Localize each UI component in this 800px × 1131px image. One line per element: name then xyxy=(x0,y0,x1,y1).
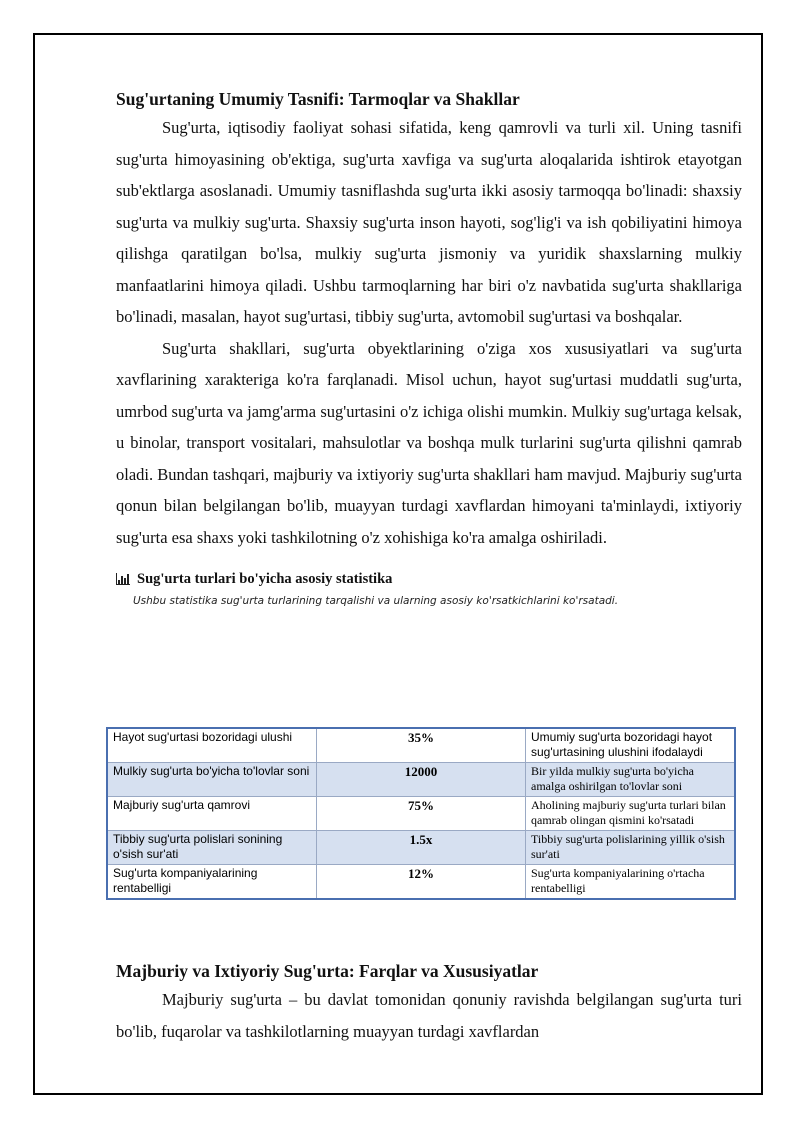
stat-description: Umumiy sug'urta bozoridagi hayot sug'urtasining ulushini ifodalaydi xyxy=(526,728,736,763)
stat-value: 12000 xyxy=(317,763,526,797)
table-row xyxy=(107,831,735,865)
stats-subtitle: Ushbu statistika sug'urta turlarining tarqalishi va ularning asosiy ko'rsatkichlarini ko'rsatadi. xyxy=(133,595,619,607)
section-2-heading: Majburiy va Ixtiyoriy Sug'urta: Farqlar va Xususiyatlar xyxy=(116,961,539,981)
stat-value: 75% xyxy=(317,797,526,831)
table-row xyxy=(107,763,735,797)
stat-description: Aholining majburiy sug'urta turlari bilan qamrab olingan qismini ko'rsatadi xyxy=(526,797,736,831)
stats-title-text: Sug'urta turlari bo'yicha asosiy statistika xyxy=(137,571,393,587)
stat-description: Tibbiy sug'urta polislarining yillik o'sish sur'ati xyxy=(526,831,736,865)
section-1-paragraph-2: Sug'urta shakllari, sug'urta obyektlarining o'ziga xos xususiyatlari va sug'urta xavflarining xarakteriga ko'ra farqlanadi. Misol uchun, hayot sug'urtasi muddatli sug'urta, umrbod sug'urta va jamg'arma sug'urtasini o'z ichiga olishi mumkin. Mulkiy sug'urtaga kelsak, u binolar, transport vositalari, mahsulotlar va boshqa mulk turlarini sug'urta qilishni qamrab oladi. Bundan tashqari, majburiy va ixtiyoriy sug'urta shakllari ham mavjud. Majburiy sug'urta qonun bilan belgilangan bo'lib, muayyan turdagi xavflardan himoyani ta'minlaydi, ixtiyoriy sug'urta esa shaxs yoki tashkilotning o'z xohishiga ko'ra amalga oshiriladi. xyxy=(116,338,742,547)
stat-label: Mulkiy sug'urta bo'yicha to'lovlar soni xyxy=(107,763,317,797)
stats-title xyxy=(116,569,742,589)
section-1-paragraph-1: Sug'urta, iqtisodiy faoliyat sohasi sifatida, keng qamrovli va turli xil. Uning tasnifi sug'urta himoyasining ob'ektiga, sug'urta xavfiga va sug'urta aloqalarida ishtirok etayotgan sub'ektlarga asoslanadi. Umumiy tasniflashda sug'urta ikki asosiy tarmoqqa bo'linadi: shaxsiy sug'urta va mulkiy sug'urta. Shaxsiy sug'urta inson hayoti, sog'lig'i va ish qobiliyatini himoya qilishga qaratilgan bo'lsa, mulkiy sug'urta jismoniy va yuridik shaxslarning mulkiy manfaatlarini himoya qiladi. Ushbu tarmoqlarning har biri o'z navbatida sug'urta shakllariga bo'linadi, masalan, hayot sug'urtasi, tibbiy sug'urta, avtomobil sug'urtasi va boshqalar. xyxy=(116,118,742,326)
stat-value: 12% xyxy=(317,865,526,900)
stat-description: Sug'urta kompaniyalarining o'rtacha rentabelligi xyxy=(526,865,736,900)
stat-label: Hayot sug'urtasi bozoridagi ulushi xyxy=(107,728,317,763)
section-1-heading: Sug'urtaning Umumiy Tasnifi: Tarmoqlar va Shakllar xyxy=(116,89,520,109)
stat-label: Majburiy sug'urta qamrovi xyxy=(107,797,317,831)
section-1 xyxy=(116,86,742,609)
section-2-paragraph: Majburiy sug'urta – bu davlat tomonidan qonuniy ravishda belgilangan sug'urta turi bo'lib, fuqarolar va tashkilotlarning muayyan turdagi xavflardan xyxy=(116,990,742,1041)
stat-value: 1.5x xyxy=(317,831,526,865)
table-row xyxy=(107,797,735,831)
stat-label: Tibbiy sug'urta polislari sonining o'sish sur'ati xyxy=(107,831,317,865)
bar-chart-icon xyxy=(116,573,130,585)
table-row xyxy=(107,865,735,900)
stat-description: Bir yilda mulkiy sug'urta bo'yicha amalga oshirilgan to'lovlar soni xyxy=(526,763,736,797)
stat-label: Sug'urta kompaniyalarining rentabelligi xyxy=(107,865,317,900)
stats-table xyxy=(106,727,736,900)
table-row xyxy=(107,728,735,763)
stat-value: 35% xyxy=(317,728,526,763)
section-2 xyxy=(116,958,742,1047)
